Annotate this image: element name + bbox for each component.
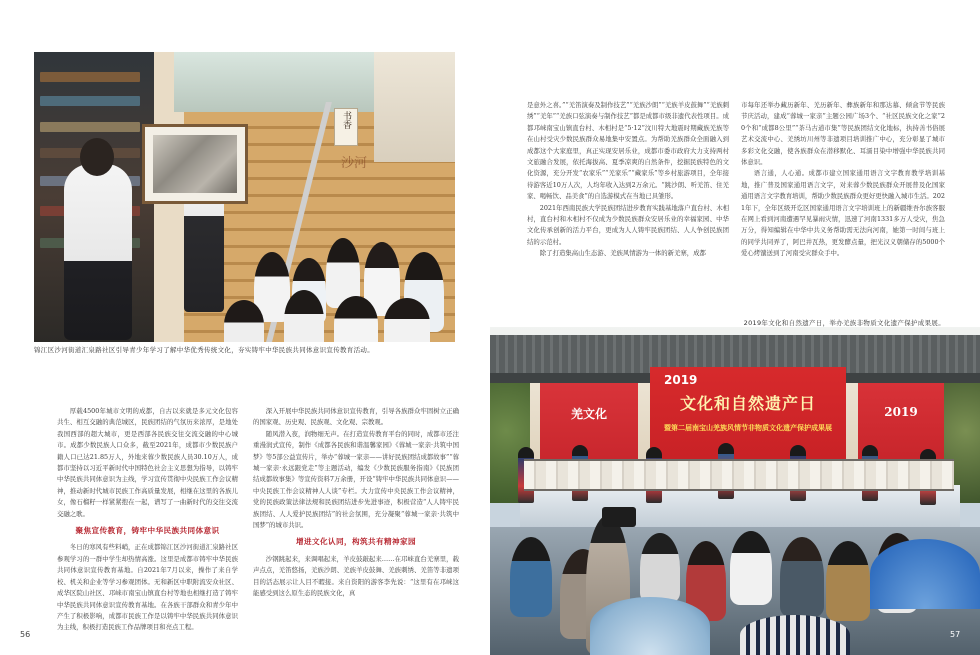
audience-member — [510, 537, 552, 617]
banner-subtitle: 暨第二届南宝山羌族风情节非物质文化遗产保护成果展 — [664, 424, 832, 432]
section-heading: 聚焦宣传教育，铸牢中华民族共同体意识 — [75, 526, 220, 536]
umbrella — [590, 597, 710, 655]
student — [284, 290, 324, 342]
paragraph: 是意外之喜。”“羌笛演奏及制作技艺”“羌族沙朗”“羌族羊皮鼓舞”“羌族刺绣”“羌年”“羌族口弦演奏与制作技艺”都是成都市级非遗代表性项目。成都邛崃南宝山镇直台村、木相村是“5·12”汶川特大地震时期藏族羌族等在山村受灾少数民族群众易地集中安置点。为帮助羌族群众全面融入到成都这个大家庭里，真正实现安居乐业，成都市委市政府大力支持两村文旅融合发展，依托海拔高、夏季凉爽的自然条件，挖掘民族特色的文化资源，充分开发“农家乐”“羌家乐”“藏家乐”等乡村旅游项目，全年接待游客近10万人次，人均年收入达到2万余元。“跳沙朗、听羌笛、住羌家、喝畅饮、品美食”的自选游模式在当地已具雏形。 — [527, 101, 729, 201]
left-column-2 — [253, 406, 459, 600]
audience-member — [780, 537, 824, 617]
student — [224, 300, 264, 342]
paragraph: 随风潜入夜，润物细无声。在打造宣传教育平台的同时，成都市还注重漫润式宣传，制作《成都各民族和谐温馨家园》《蓉城一家亲·共筑中国梦》等5部公益宣传片，举办“蓉城一家亲——讲好民族团结成都故事”“蓉城一家亲·永远跟党走”等主题活动，编发《少数民族服务指南》《民族团结成都故事集》等宣传资料7万余册，开设“铸牢中华民族共同体意识——中央民族工作会议精神人人谈”专栏。大力宣传中央民族工作会议精神，党的民族政策法律法规和民族团结进步先进事迹，积极营造“人人铸牢民族团结、人人爱护民族团结”的社会氛围，充分凝聚“蓉城一家亲·共筑中国梦”的城市共识。 — [253, 429, 459, 530]
paragraph: 冬日的寒风有些料峭，正在成都锦江区沙河街道汇泉路社区参观学习的一群中学生却热情高涨。这里是成都市铸牢中华民族共同体意识宣传教育基地。自2021年7月以来，操作了来自学校、机关和企业等学习参观团体。无和新区中职附流安众社区、成华区院山社区、邛崃市南宝山镇直台村等地也相继打造了铸牢中华民族共同体意识宣传教育基地。在各族干部群众和青少年中产生了积极影响，成都市民族工作是以铸牢中华民族共同体意识为主线，积极打造民族工作品牌项目和亮点工程。 — [57, 543, 238, 632]
section-heading: 增进文化认同，构筑共有精神家园 — [296, 537, 416, 547]
photo-caption-right: 2019年文化和自然遗产日，举办羌族非物质文化遗产保护成果展。 — [743, 319, 945, 327]
side-banner-left: 羌文化 — [540, 383, 638, 487]
banner-year: 2019 — [664, 373, 698, 387]
wall — [374, 52, 455, 162]
student — [384, 298, 430, 342]
side-banner-right: 2019 — [858, 383, 944, 487]
guide-head — [80, 138, 114, 176]
right-column-1 — [527, 100, 729, 260]
page-number-left: 56 — [20, 630, 31, 639]
audience-member — [640, 533, 680, 603]
paragraph: 除了打造集高山生态游、羌族风情游为一体的新羌寨，成都 — [539, 249, 706, 258]
wall-sign: 书香 — [334, 108, 358, 146]
left-column-1 — [57, 406, 238, 634]
video-camera — [602, 507, 636, 527]
framed-painting — [142, 124, 248, 204]
guide-person — [64, 164, 132, 340]
photo-caption-left: 锦江区沙河街道汇泉路社区引导青少年学习了解中华优秀传统文化，夯实铸牢中华民族共同体意识宣传教育活动。 — [34, 346, 374, 354]
paragraph: 沙钢跳起来，来调唱起来，羊皮鼓敲起来……在邛崃直台羌寨里，载声点点，羌笛悠扬，羌族沙朗、羌族羊皮鼓舞、羌族刺绣、羌笛等非遗项目的活态展示让人目不暇接。来自资阳的游客李先说：“这里有在邛崃这能感受到这么原生态的民族文化，真 — [253, 554, 459, 598]
audience-member — [730, 531, 772, 605]
umbrella — [740, 615, 850, 655]
window — [174, 52, 374, 112]
umbrella — [870, 539, 980, 609]
paragraph: 2021年西南民族大学民族团结进步教育实践基地落户直台村、木相村，直台村和木相村不仅成为少数民族群众安居乐业的幸福家园、中华文化传承创新的活力平台，更成为人人铸牢民族团结、人人争创民族团结的示范村。 — [527, 203, 729, 246]
paragraph: 语言通，人心通。成都市建立国家通用语言文字教育教学培训基地，推广普及国家通用语言文字，对来蓉少数民族群众开展普及化国家通用语言文字教育培训，帮助少数民族群众更好更快融入城市生活。2021年下，全年区级开讫区国家通用语言文字培训班上的新疆维吾尔族客服在网上看到河南遭遇罕见暴雨灾情，迅速了河南1331多万人受灾，焦急万分，得知编辑在中华中共义务帮助需无法向河南，她第一时间与班上的同学共同弄了，阿巴井瓦热，更发酵点量，把光汉义朝储存的5000个爱心烤馕送到了河南受灾群众手中。 — [741, 169, 945, 258]
banner-title: 文化和自然遗产日 — [679, 394, 816, 413]
paragraph: 市每年还举办藏历新年、羌历新年、彝族新年和那达慕、倾盒节等民族节庆活动，建成“蓉城一家亲”主题公园广场3个、“社区民族文化之家”20个和“成都8公里”“茶马古道市集”等民族团结文化地标，执持善书俗展艺术交流中心、羌绣坊川州等非遗项目培训推广中心，充分彰显了城市多彩文化交融，使各族群众在潜移默化、耳濡目染中增强中华民族共同体意识。 — [741, 101, 945, 167]
paragraph: 深入开展中华民族共同体意识宣传教育，引导各族群众牢固树立正确的国家观、历史观、民族观、文化观、宗教观。 — [253, 407, 459, 427]
paragraph: 厚载4500年城市文明的成都，自古以来就是多元文化包容共生、相互交融的典范城区，民族团结的气氛历来浓厚，是地处我国西部的超大城市，更是西部各民族交往交流交融的中心城市。成都少数民族人口众多，截至2021年，成都市少数民族户籍人口已达21.85万人，外地来蓉少数民族人员30.10万人，成都市坚持以习近平新时代中国特色社会主义思想为指导，以铸牢中华民族共同体意识为主线，学习宣传贯彻中央民族工作会议精神，推动新时代城市民族工作高质量发展，相继在这里的各族儿女，像石榴籽一样紧紧抱在一起，谱写了一曲新时代的交往交流交融之歌。 — [57, 407, 238, 518]
festival-photo — [490, 327, 980, 655]
stair-calligraphy: 沙河 — [340, 156, 367, 171]
library-stairs-photo — [34, 52, 455, 342]
audience-member — [826, 541, 870, 621]
right-column-2 — [741, 100, 945, 260]
embroidered-cloth — [524, 459, 954, 491]
page-number-right: 57 — [950, 630, 961, 639]
